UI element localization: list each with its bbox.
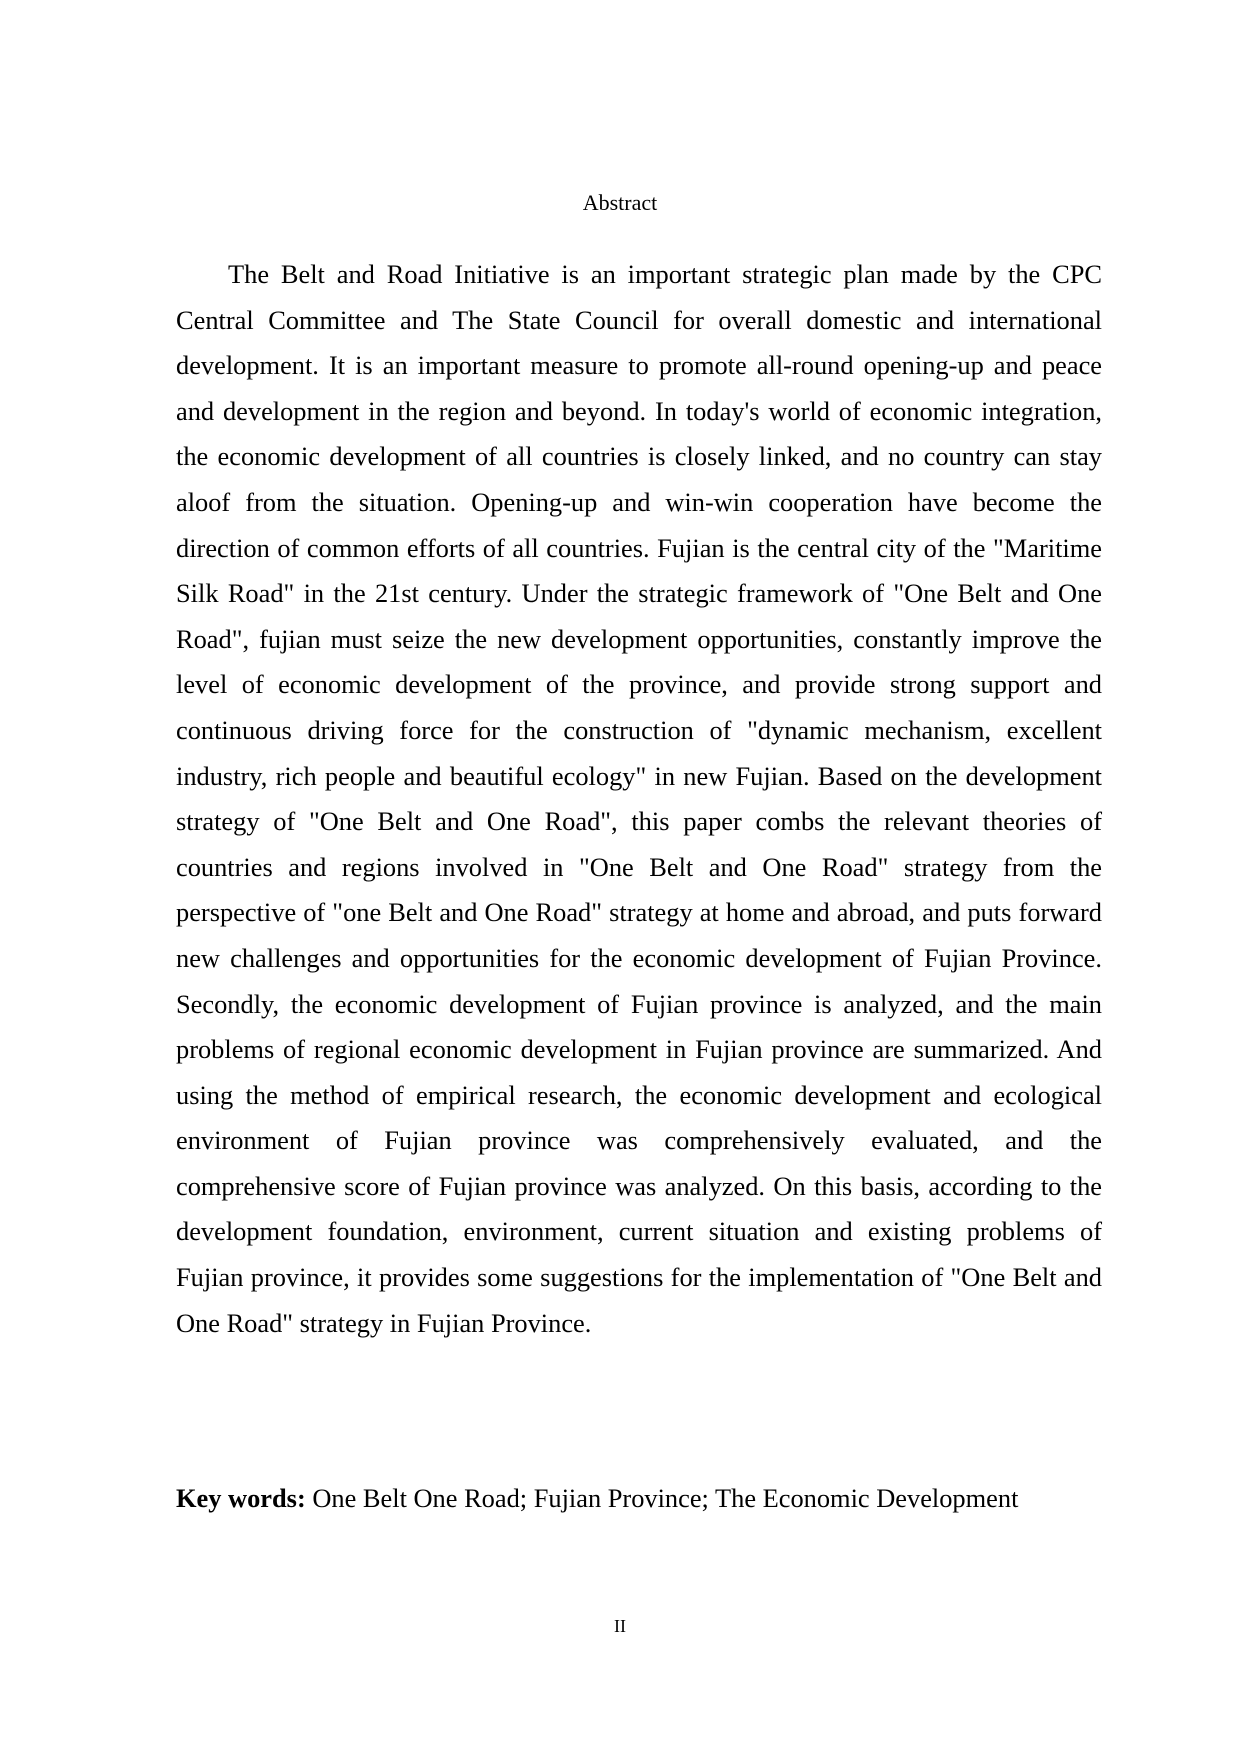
keywords-line: [176, 1478, 1102, 1518]
keywords-text: One Belt One Road; Fujian Province; The Economic Development: [312, 1483, 1019, 1513]
keywords-label: Key words:: [176, 1483, 306, 1513]
abstract-heading: Abstract: [582, 190, 658, 215]
abstract-body: The Belt and Road Initiative is an important strategic plan made by the CPC Central Committee and The State Council for overall domestic and international development. It is an important measure to promote all-round opening-up and peace and development in the region and beyond. In today's world of economic integration, the economic development of all countries is closely linked, and no country can stay aloof from the situation. Opening-up and win-win cooperation have become the direction of common efforts of all countries. Fujian is the central city of the "Maritime Silk Road" in the 21st century. Under the strategic framework of "One Belt and One Road", fujian must seize the new development opportunities, constantly improve the level of economic development of the province, and provide strong support and continuous driving force for the construction of "dynamic mechanism, excellent industry, rich people and beautiful ecology" in new Fujian. Based on the development strategy of "One Belt and One Road", this paper combs the relevant theories of countries and regions involved in "One Belt and One Road" strategy from the perspective of "one Belt and One Road" strategy at home and abroad, and puts forward new challenges and opportunities for the economic development of Fujian Province. Secondly, the economic development of Fujian province is analyzed, and the main problems of regional economic development in Fujian province are summarized. And using the method of empirical research, the economic development and ecological environment of Fujian province was comprehensively evaluated, and the comprehensive score of Fujian province was analyzed. On this basis, according to the development foundation, environment, current situation and existing problems of Fujian province, it provides some suggestions for the implementation of "One Belt and One Road" strategy in Fujian Province.: [176, 259, 1102, 1338]
page-number: II: [614, 1616, 626, 1636]
